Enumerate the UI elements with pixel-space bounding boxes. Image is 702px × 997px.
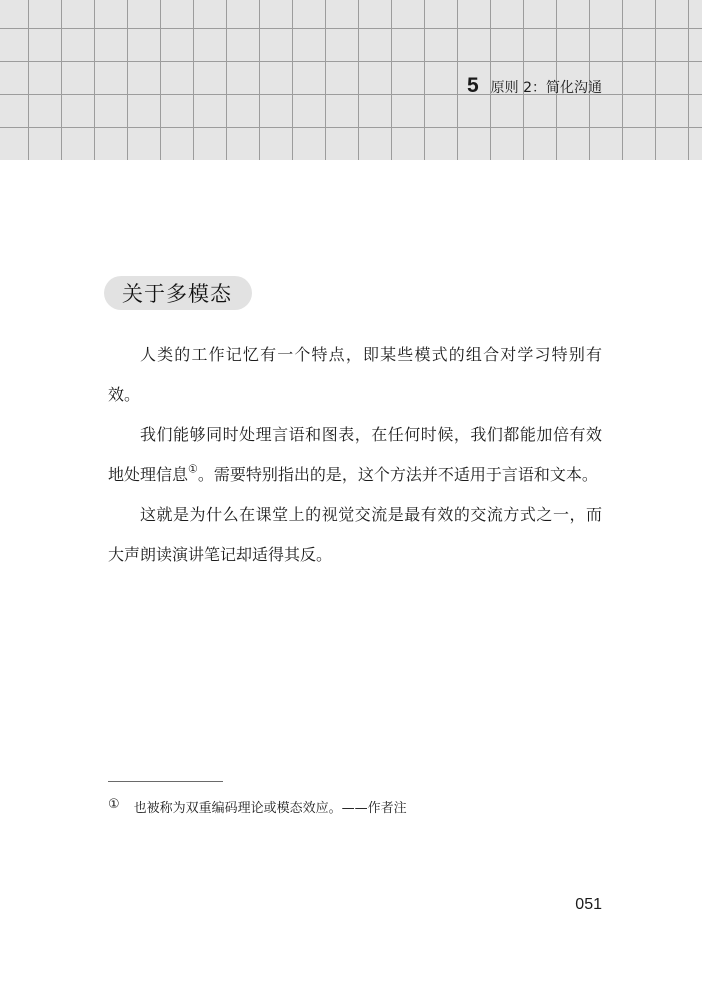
paragraph: 这就是为什么在课堂上的视觉交流是最有效的交流方式之一，而大声朗读演讲笔记却适得其反。: [108, 505, 602, 564]
section-title: 关于多模态: [122, 282, 232, 306]
footnote-reference[interactable]: ①: [188, 462, 198, 476]
section-heading-pill: [104, 276, 252, 310]
paragraph: 人类的工作记忆有一个特点，即某些模式的组合对学习特别有效。: [108, 345, 602, 404]
chapter-title: 原则 2：简化沟通: [490, 80, 602, 96]
running-head: [467, 74, 602, 98]
paragraph-text: 我们能够同时处理言语和图表，在任何时候，我们都能加倍有效地处理信息: [108, 425, 602, 484]
footnote-divider: [108, 781, 223, 782]
paragraph-text: 。需要特别指出的是，这个方法并不适用于言语和文本。: [197, 465, 598, 484]
paragraph: [108, 415, 602, 495]
footnote-text: 也被称为双重编码理论或模态效应。——作者注: [133, 801, 407, 816]
page-number: 051: [575, 896, 602, 913]
header-grid-band: [0, 0, 702, 160]
chapter-number: 5: [466, 74, 479, 97]
footnote: [108, 797, 407, 816]
footnote-marker: ①: [108, 797, 120, 812]
body-text: [108, 335, 602, 575]
